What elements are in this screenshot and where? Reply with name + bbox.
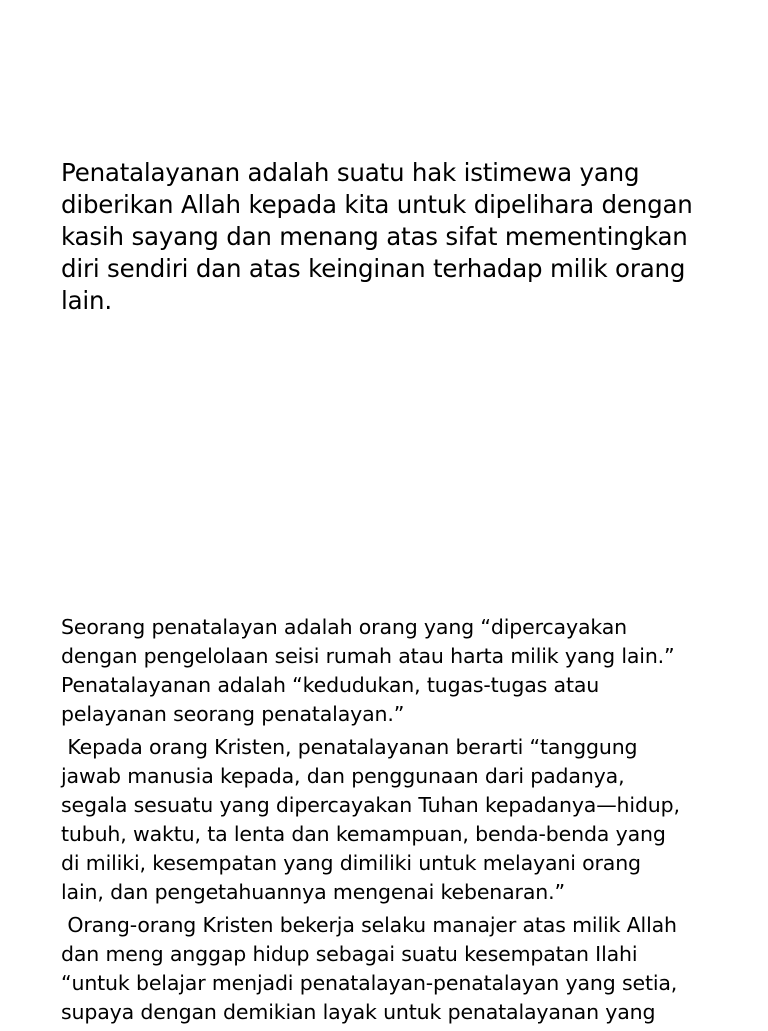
slide-heading (61, 157, 721, 317)
paragraph-managers (61, 911, 736, 1027)
heading-line: diberikan Allah kepada kita untuk dipelihara dengan (61, 190, 693, 219)
text-line: jawab manusia kepada, dan penggunaan dari padanya, (61, 764, 625, 788)
text-line: lain, dan pengetahuannya mengenai kebenaran.” (61, 880, 565, 904)
text-line: pelayanan seorang penatalayan.” (61, 702, 405, 726)
heading-line: Penatalayanan adalah suatu hak istimewa yang (61, 158, 640, 187)
heading-line: diri sendiri dan atas keinginan terhadap milik orang (61, 254, 686, 283)
heading-line: kasih sayang dan menang atas sifat mementingkan (61, 222, 688, 251)
text-line: supaya dengan demikian layak untuk penatalayanan yang (61, 1000, 656, 1024)
text-line: di miliki, kesempatan yang dimiliki untuk melayani orang (61, 851, 641, 875)
text-line: Orang-orang Kristen bekerja selaku manajer atas milik Allah (61, 913, 677, 937)
text-line: Seorang penatalayan adalah orang yang “dipercayakan (61, 615, 627, 639)
text-line: segala sesuatu yang dipercayakan Tuhan kepadanya—hidup, (61, 793, 680, 817)
paragraph-definition (61, 613, 736, 729)
paragraph-christian-meaning (61, 733, 736, 907)
text-line: Kepada orang Kristen, penatalayanan berarti “tanggung (61, 735, 638, 759)
heading-line: lain. (61, 286, 112, 315)
body-text (61, 613, 736, 1031)
text-line: tubuh, waktu, ta lenta dan kemampuan, benda-benda yang (61, 822, 666, 846)
text-line: Penatalayanan adalah “kedudukan, tugas-tugas atau (61, 673, 600, 697)
text-line: dan meng anggap hidup sebagai suatu kesempatan Ilahi (61, 942, 638, 966)
text-line: dengan pengelolaan seisi rumah atau harta milik yang lain.” (61, 644, 675, 668)
text-line: “untuk belajar menjadi penatalayan-penatalayan yang setia, (61, 971, 678, 995)
